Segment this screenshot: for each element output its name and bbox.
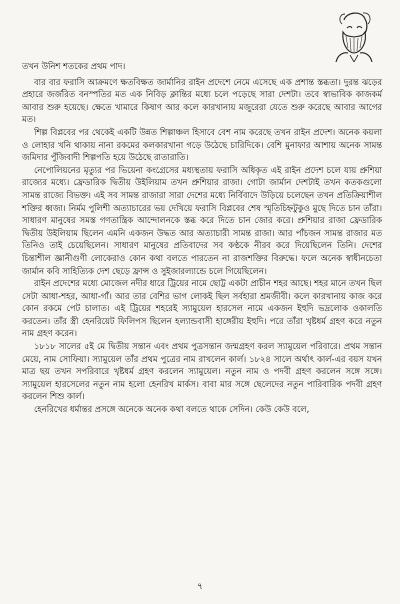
paragraph-6: হেনরিখের ধর্মান্তর প্রসঙ্গে অনেকে অনেক কথা বলতে থাকে সেদিন। কেউ কেউ বলে, xyxy=(34,404,310,415)
paragraph-5: ১৮১৮ সালের ৫ই মে দ্বিতীয় সন্তান এবং প্রথম পুত্রসন্তান জন্মগ্রহণ করল স্যামুয়েল পরিবারে। প্রথম সন্তান মেয়ে, নাম সোফিয়া। স্যামুয়েল তাঁর প্রথম পুত্রের নাম রাখলেন কার্ল। ১৮২৪ সালে অর্থাৎ কার্ল-এর বয়স যখন মাত্র ছয় তখন সপরিবারে খৃষ্টধর্ম গ্রহণ করলেন স্যামুয়েল। নতুন নাম ও পদবী গ্রহণ করলেন সঙ্গে সঙ্গে। স্যামুয়েল হারসেলের নতুন নাম হলো হেনরিখ মার্কস। বাবা মার সঙ্গে ছেলেদের নতুন পারিবারিক পদবী গ্রহণ করলেন শিশু কার্ল। xyxy=(22,341,382,402)
paragraph-2: শিল্প বিপ্লবের পর থেকেই একটি উন্নত শিল্পাঞ্চল হিসাবে বেশ নাম করেছে তখন রাইন প্রদেশ। অনেক কয়লা ও লোহার খনি থাকায় নানা রকমের কলকারখানা গড়ে উঠেছে চারিদিকে। বেশি মুনাফার আশায় অনেক সামন্ত জমিদার পুঁজিবাদী শিল্পপতি হয়ে উঠেছে রাতারাতি। xyxy=(22,126,382,163)
paragraph-4: রাইন প্রদেশের মধ্যে মোজেল নদীর ধারে ট্রিয়ের নামে ছোট্ট একটা প্রাচীন শহর আছে। শহর মানে তখন ছিল সেটা আধা-শহর, আধা-গাঁ। আর তার বেশির ভাগ লোকই ছিল সর্বহারা শ্রমজীবী। কলে কারখানায় কাজ করে কোন রকমে পেট চালাত। এই ট্রিয়ের শহরেই স্যামুয়েল হারসেল নামে একজন ইহুদি ভদ্রলোক ওকালতি করতেন। তাঁর স্ত্রী হেনরিয়েট ফিলিপস ছিলেন হল্যান্ডবাসী হাঙ্গেরীয় ইহুদি। পরে তাঁরা খৃষ্টধর্ম গ্রহণ করে নতুন নাম গ্রহণ করেন। xyxy=(22,278,382,339)
page-text xyxy=(22,60,382,416)
paragraph-3: নেপোলিয়নের মৃত্যুর পর ভিয়েনা কংগ্রেসের মধ্যস্থতায় ফরাসি অধিকৃত এই রাইন প্রদেশ চলে যায় প্রুশিয়া রাজ্যের মধ্যে। ফ্রেডারিক দ্বিতীয় উইলিয়াম তখন প্রুশিয়ার রাজা। গোটা জার্মান দেশটাই তখন কতকগুলো সামন্ত রাজ্যে বিভক্ত। এই সব সামন্ত রাজারা সারা দেশের মধ্যে নির্বিবাদে উড়িয়ে চলেছেন তখন প্রতিক্রিয়াশীল শক্তির ধ্বজা। নির্মম পুলিশী অত্যাচারের ভয় দেখিয়ে ফরাসি বিপ্লবের শেষ স্মৃতিচিহ্নটুকুও মুছে দিতে চান তাঁরা। সাধারণ মানুষের সমস্ত গণতান্ত্রিক আন্দোলনকে স্তব্ধ করে দিতে চান জোর করে। প্রুশিয়ার রাজা ফ্রেডারিক দ্বিতীয় উইলিয়াম ছিলেন এমনি একজন উদ্ধত আর অত্যাচারী সামন্ত রাজা। আর পাঁচজন সামন্ত রাজার মত তিনিও তাই চেয়েছিলেন। সাধারণ মানুষের প্রতিবাদের সব কণ্ঠকে নীরব করে দিয়েছিলেন তিনি। দেশের চিন্তাশীল জ্ঞানীগুণী লোকেরাও কোন কথা বলতে পারতেন না রাজশক্তির বিরুদ্ধে। ফলে অনেক স্বাধীনচেতা জার্মান কবি সাহিত্যিক দেশ ছেড়ে ফ্রান্স ও সুইজারল্যান্ডে চলে গিয়েছিলেন। xyxy=(22,164,382,276)
lead-line: তখন উনিশ শতকের প্রথম পাদ। xyxy=(22,61,126,71)
page-number: ৭ xyxy=(197,582,203,592)
portrait-illustration xyxy=(330,6,378,62)
paragraph-1: বার বার ফরাসি আক্রমণে ক্ষতবিক্ষত জার্মানির রাইন প্রদেশে নেমে এসেছে এক প্রশান্ত স্তব্ধতা। দুরন্ত ঝড়ের প্রহারে জর্জরিত বনস্পতির মত এক নিবিড় ক্লান্তির মধ্যে চলে পড়েছে সারা দেশটা। তবে স্বাভাবিক কাজকর্ম আবার শুরু হয়েছে। ক্ষেতে খামারে কিষাণ আর কলে কারখানায় মজুরেরা যেতে শুরু করেছে আবার আগের মত। xyxy=(22,76,382,125)
